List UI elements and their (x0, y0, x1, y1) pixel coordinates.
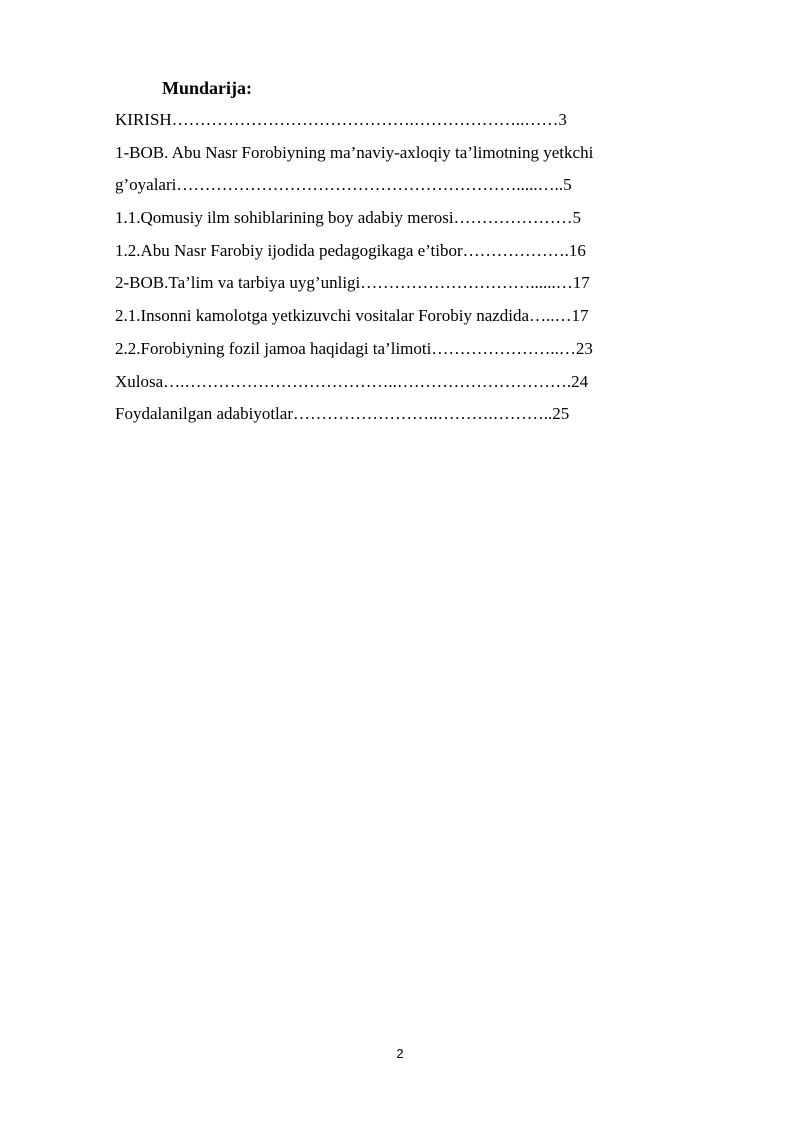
toc-line-section-1-1: 1.1.Qomusiy ilm sohiblarining boy adabiy merosi…………………5 (115, 208, 582, 228)
table-of-contents (115, 108, 675, 435)
toc-line-chapter-1-continued: g’oyalari…………………………………………………….....…..5 (115, 175, 572, 195)
toc-line-references: Foydalanilgan adabiyotlar……………………..……….………..25 (115, 404, 570, 424)
toc-line-section-2-1: 2.1.Insonni kamolotga yetkizuvchi vositalar Forobiy nazdida…..…17 (115, 306, 589, 326)
toc-line-section-2-2: 2.2.Forobiyning fozil jamoa haqidagi ta’limoti…………………..…23 (115, 338, 593, 358)
toc-line-chapter-2: 2-BOB.Ta’lim va tarbiya uyg’unligi…………………………......…17 (115, 273, 590, 293)
page-number: 2 (396, 1046, 404, 1061)
toc-line-section-1-2: 1.2.Abu Nasr Farobiy ijodida pedagogikaga e’tibor……………….16 (115, 240, 586, 260)
toc-line-kirish: KIRISH…………………………………….………………..……3 (115, 110, 567, 129)
toc-line-xulosa: Xulosa….………………………………..………………………….24 (115, 371, 589, 391)
toc-heading: Mundarija: (162, 78, 252, 98)
toc-line-chapter-1: 1-BOB. Abu Nasr Forobiyning ma’naviy-axloqiy ta’limotning yetkchi (115, 142, 594, 162)
